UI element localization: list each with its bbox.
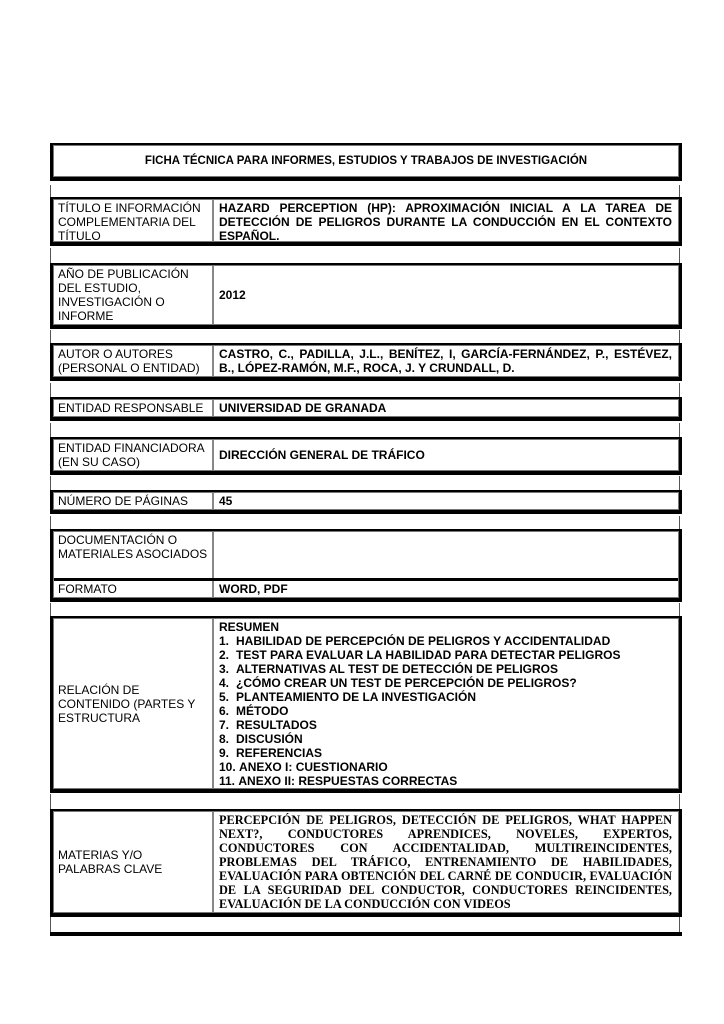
- separator-row: [50, 248, 680, 264]
- separator-row: [50, 476, 680, 491]
- field-value-formato: WORD, PDF: [219, 582, 288, 596]
- separator-row: [50, 330, 680, 344]
- field-contenido: [50, 616, 682, 793]
- field-value-paginas: 45: [219, 494, 233, 508]
- contents-item: 8. DISCUSIÓN: [219, 732, 303, 746]
- field-label: AUTOR O AUTORES (PERSONAL O ENTIDAD): [54, 346, 214, 376]
- separator-row: [50, 917, 680, 933]
- field-anio: [50, 263, 682, 329]
- field-value-anio: 2012: [219, 288, 246, 302]
- contents-item: 11. ANEXO II: RESPUESTAS CORRECTAS: [219, 774, 458, 788]
- separator-row: [50, 423, 680, 438]
- contents-item: 2. TEST PARA EVALUAR LA HABILIDAD PARA DETECTAR PELIGROS: [219, 648, 621, 662]
- field-value-autores: CASTRO, C., PADILLA, J.L., BENÍTEZ, I, GARCÍA-FERNÁNDEZ, P., ESTÉVEZ, B., LÓPEZ-RAMÓN, M.F., ROCA, J. Y CRUNDALL, D.: [219, 347, 672, 375]
- field-label: DOCUMENTACIÓN O MATERIALES ASOCIADOS: [54, 532, 214, 578]
- field-label: RELACIÓN DE CONTENIDO (PARTES Y ESTRUCTURA: [54, 619, 214, 788]
- field-value-contenido: [214, 619, 678, 788]
- field-titulo: [50, 197, 682, 246]
- field-label: TÍTULO E INFORMACIÓN COMPLEMENTARIA DEL TÍTULO: [54, 200, 214, 241]
- field-value-palabras-clave: PERCEPCIÓN DE PELIGROS, DETECCIÓN DE PELIGROS, WHAT HAPPEN NEXT?, CONDUCTORES APRENDICES, NOVELES, EXPERTOS, CONDUCTORES CON ACCIDENTALIDAD, MULTIREINCIDENTES, PROBLEMAS DEL TRÁFICO, ENTRENAMIENTO DE HABILIDADES, EVALUACIÓN PARA OBTENCIÓN DEL CARNÉ DE CONDUCIR, EVALUACIÓN DE LA SEGURIDAD DEL CONDUCTOR, CONDUCTORES REINCIDENTES, EVALUACIÓN DE LA CONDUCCIÓN CON VIDEOS: [219, 813, 672, 911]
- contents-item: 10. ANEXO I: CUESTIONARIO: [219, 760, 388, 774]
- field-value-entidad-financiadora: DIRECCIÓN GENERAL DE TRÁFICO: [219, 448, 425, 462]
- field-label: AÑO DE PUBLICACIÓN DEL ESTUDIO, INVESTIGACIÓN O INFORME: [54, 266, 214, 324]
- document-title-box: [50, 143, 682, 181]
- separator-row: [50, 383, 680, 398]
- field-value-titulo: HAZARD PERCEPTION (HP): APROXIMACIÓN INICIAL A LA TAREA DE DETECCIÓN DE PELIGROS DURANTE LA CONDUCCIÓN EN EL CONTEXTO ESPAÑOL.: [219, 201, 672, 243]
- field-value-documentacion: [214, 532, 678, 578]
- contents-item: 4. ¿CÓMO CREAR UN TEST DE PERCEPCIÓN DE PELIGROS?: [219, 676, 577, 690]
- contents-heading: RESUMEN: [219, 620, 280, 634]
- separator-row: [50, 516, 680, 530]
- contents-list: [219, 634, 672, 788]
- field-label: ENTIDAD FINANCIADORA (EN SU CASO): [54, 440, 214, 470]
- field-value-entidad-responsable: UNIVERSIDAD DE GRANADA: [219, 401, 387, 415]
- document-title: FICHA TÉCNICA PARA INFORMES, ESTUDIOS Y TRABAJOS DE INVESTIGACIÓN: [144, 155, 588, 167]
- separator-row: [50, 794, 680, 810]
- contents-item: 9. REFERENCIAS: [219, 746, 323, 760]
- contents-item: 3. ALTERNATIVAS AL TEST DE DETECCIÓN DE PELIGROS: [219, 662, 559, 676]
- field-documentacion-formato: [50, 529, 682, 602]
- field-label: FORMATO: [54, 581, 214, 597]
- table-bottom-border: [50, 932, 682, 936]
- field-label: ENTIDAD RESPONSABLE: [54, 400, 214, 416]
- contents-item: 7. RESULTADOS: [219, 718, 317, 732]
- field-entidad-responsable: [50, 397, 682, 421]
- contents-item: 5. PLANTEAMIENTO DE LA INVESTIGACIÓN: [219, 690, 477, 704]
- field-label: NÚMERO DE PÁGINAS: [54, 493, 214, 509]
- contents-item: 1. HABILIDAD DE PERCEPCIÓN DE PELIGROS Y ACCIDENTALIDAD: [219, 634, 611, 648]
- contents-item: 6. MÉTODO: [219, 704, 289, 718]
- field-entidad-financiadora: [50, 437, 682, 475]
- field-autores: [50, 343, 682, 381]
- field-label: MATERIAS Y/O PALABRAS CLAVE: [54, 812, 214, 912]
- field-palabras-clave: [50, 809, 682, 917]
- field-paginas: [50, 490, 682, 514]
